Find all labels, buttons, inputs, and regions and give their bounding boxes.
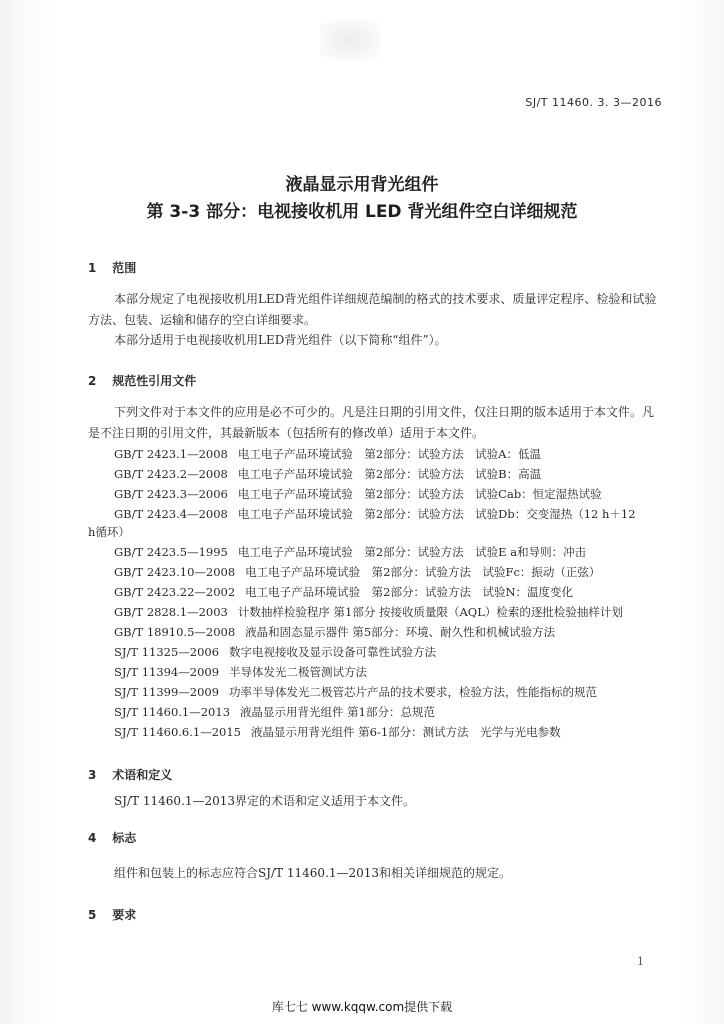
- section-number: 2: [88, 374, 97, 388]
- section-1-paragraph-2: 本部分适用于电视接收机用LED背光组件（以下简称“组件”）。: [114, 333, 447, 347]
- reference-item: GB/T 2423.22—2002 电工电子产品环境试验 第2部分：试验方法 试验N：温度变化: [114, 585, 574, 599]
- reference-item: GB/T 2423.2—2008 电工电子产品环境试验 第2部分：试验方法 试验B：高温: [114, 467, 542, 481]
- document-title-line1: 液晶显示用背光组件: [285, 175, 439, 195]
- section-number: 1: [88, 261, 97, 275]
- page-number: 1: [637, 955, 644, 968]
- section-3-heading: [88, 766, 172, 783]
- section-number: 5: [88, 908, 97, 922]
- reference-item: GB/T 2828.1—2003 计数抽样检验程序 第1部分 按接收质量限（AQL）检索的逐批检验抽样计划: [114, 605, 623, 619]
- reference-item: SJ/T 11399—2009 功率半导体发光二极管芯片产品的技术要求，检验方法，性能指标的规范: [114, 685, 598, 699]
- section-2-intro: 下列文件对于本文件的应用是必不可少的。凡是注日期的引用文件，仅注日期的版本适用于本文件。凡是不注日期的引用文件，其最新版本（包括所有的修改单）适用于本文件。: [88, 405, 655, 440]
- reference-item: GB/T 2423.3—2006 电工电子产品环境试验 第2部分：试验方法 试验Cab：恒定湿热试验: [114, 487, 602, 501]
- section-title: 术语和定义: [112, 768, 173, 782]
- reference-item: GB/T 2423.1—2008 电工电子产品环境试验 第2部分：试验方法 试验A：低温: [114, 447, 541, 461]
- section-number: 3: [88, 768, 97, 782]
- scan-smudge: [320, 20, 380, 60]
- reference-item: SJ/T 11394—2009 半导体发光二极管测试方法: [114, 665, 368, 679]
- section-title: 范围: [112, 261, 137, 275]
- reference-item: SJ/T 11460.6.1—2015 液晶显示用背光组件 第6-1部分：测试方法 光学与光电参数: [114, 725, 561, 739]
- section-number: 4: [88, 831, 97, 845]
- standard-code: SJ/T 11460. 3. 3—2016: [525, 96, 662, 109]
- section-5-heading: [88, 906, 136, 923]
- section-title: 规范性引用文件: [112, 374, 197, 388]
- reference-item: GB/T 2423.5—1995 电工电子产品环境试验 第2部分：试验方法 试验E a和导则：冲击: [114, 545, 587, 559]
- section-title: 要求: [112, 908, 137, 922]
- reference-item: GB/T 18910.5—2008 液晶和固态显示器件 第5部分：环境、耐久性和机械试验方法: [114, 625, 556, 639]
- reference-item: SJ/T 11325—2006 数字电视接收及显示设备可靠性试验方法: [114, 645, 437, 659]
- section-4-paragraph: 组件和包装上的标志应符合SJ/T 11460.1—2013和相关详细规范的规定。: [114, 866, 512, 880]
- reference-item: SJ/T 11460.1—2013 液晶显示用背光组件 第1部分：总规范: [114, 705, 435, 719]
- download-footer-link[interactable]: 库七七 www.kqqw.com提供下载: [271, 1000, 453, 1014]
- section-1-heading: [88, 259, 136, 276]
- section-4-heading: [88, 829, 136, 846]
- section-2-heading: [88, 372, 196, 389]
- section-3-paragraph: SJ/T 11460.1—2013界定的术语和定义适用于本文件。: [114, 794, 416, 808]
- reference-item: GB/T 2423.10—2008 电工电子产品环境试验 第2部分：试验方法 试验Fc：振动（正弦）: [114, 565, 601, 579]
- section-1-paragraph-1: 本部分规定了电视接收机用LED背光组件详细规范编制的格式的技术要求、质量评定程序、检验和试验方法、包装、运输和储存的空白详细要求。: [88, 292, 657, 327]
- section-title: 标志: [112, 831, 137, 845]
- reference-item-continuation: h循环）: [88, 525, 130, 539]
- reference-item: GB/T 2423.4—2008 电工电子产品环境试验 第2部分：试验方法 试验Db：交变湿热（12 h＋12: [114, 507, 636, 521]
- document-title-line2: 第 3-3 部分：电视接收机用 LED 背光组件空白详细规范: [146, 202, 578, 222]
